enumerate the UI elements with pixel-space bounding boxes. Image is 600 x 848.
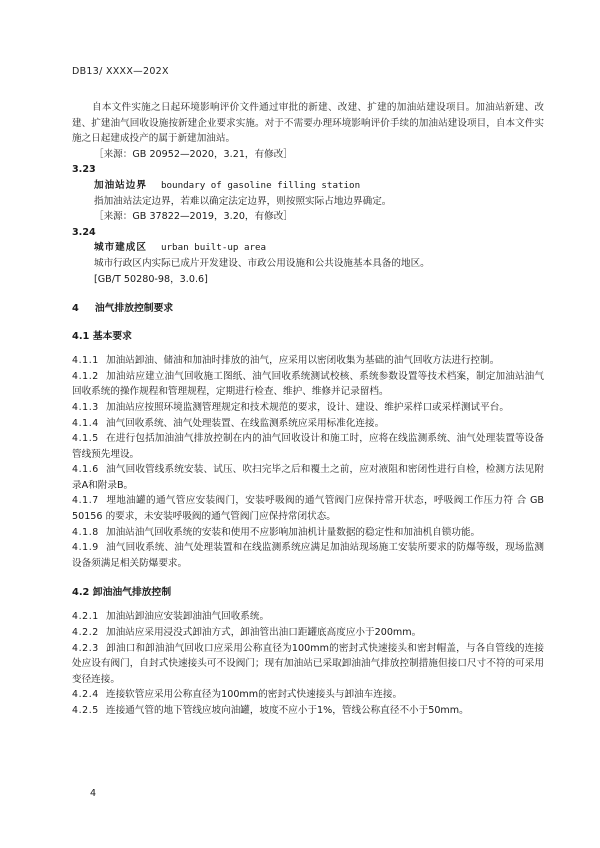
document-code-header: DB13/ XXXX—202X <box>72 66 169 77</box>
section-title: 油气排放控制要求 <box>94 303 174 315</box>
clause-number: 4.1.4 <box>72 417 99 429</box>
clause <box>72 540 544 571</box>
term-heading <box>72 240 544 256</box>
term-source-reference: [GB/T 50280-98，3.0.6] <box>94 273 208 285</box>
term-chinese-name: 加油站边界 <box>94 179 147 191</box>
clause-number: 4.1.8 <box>72 526 99 538</box>
clause-text: 加油站应按照环境监测管理规定和技术规范的要求，设计、建设、维护采样口或采样测试平台。 <box>106 401 509 413</box>
clause-number: 4.1.6 <box>72 464 99 476</box>
clause <box>72 609 544 625</box>
clause-text: 卸油口和卸油油气回收口应采用公称直径为100mm的密封式快速接头和密封帽盖，与各自管线的连接处应设有阀门，自封式快速接头可不设阀门；现有加油站已采取卸油油气排放控制措施但接口尺寸不符的可采用变径连接。 <box>72 642 544 685</box>
section-4-heading <box>72 301 544 317</box>
intro-source-reference: ［来源：GB 20952—2020，3.21，有修改］ <box>94 148 293 160</box>
clause-text: 油气回收管线系统安装、试压、吹扫完毕之后和覆土之前，应对液阻和密闭性进行自检，检测方法见附录A和附录B。 <box>72 464 544 491</box>
clause <box>72 416 544 432</box>
clause <box>72 625 544 641</box>
intro-paragraph: 自本文件实施之日起环境影响评价文件通过审批的新建、改建、扩建的加油站建设项目。加油站新建、改建、扩建油气回收设施按新建企业要求实施。对于不需要办理环境影响评价手续的加油站建设项目，自本文件实施之日起建成投产的属于新建加油站。 <box>72 102 544 145</box>
clause-text: 加油站应建立油气回收施工图纸、油气回收系统测试校核、系统参数设置等技术档案，制定加油站油气回收系统的操作规程和管理规程，定期进行检查、维护、维修并记录留档。 <box>72 370 544 398</box>
term-heading <box>72 178 544 194</box>
clause-text: 加油站卸油、储油和加油时排放的油气，应采用以密闭收集为基础的油气回收方法进行控制。 <box>106 355 500 367</box>
clause <box>72 462 544 493</box>
clause-text: 加油站油气回收系统的安装和使用不应影响加油机计量数据的稳定性和加油机自锁功能。 <box>106 526 481 538</box>
term-number: 3.23 <box>72 164 96 176</box>
section-4-1-clauses <box>72 353 544 571</box>
clause-text: 加油站应采用浸没式卸油方式，卸油管出油口距罐底高度应小于200mm。 <box>106 627 422 639</box>
term-definition: 城市行政区内实际已成片开发建设、市政公用设施和公共设施基本具备的地区。 <box>94 257 430 269</box>
clause-text: 连接通气管的地下管线应坡向油罐，坡度不应小于1%，管线公称直径不小于50mm。 <box>106 705 469 716</box>
term-chinese-name: 城市建成区 <box>94 242 147 254</box>
clause-number: 4.2.4 <box>72 689 99 701</box>
section-4-2-heading: 4.2 卸油油气排放控制 <box>72 587 172 599</box>
clause <box>72 493 544 524</box>
clause-number: 4.1.7 <box>72 495 99 507</box>
clause <box>72 431 544 462</box>
clause-number: 4.1.1 <box>72 355 99 367</box>
clause-text: 埋地油罐的通气管应安装阀门，安装呼吸阀的通气管阀门应保持常开状态，呼吸阀工作压力符 合 GB 50156 的要求，未安装呼吸阀的通气管阀门应保持常闭状态。 <box>72 495 544 523</box>
document-body <box>72 100 544 719</box>
clause <box>72 703 544 719</box>
section-number: 4 <box>72 303 79 315</box>
term-definition: 指加油站法定边界，若难以确定法定边界，则按照实际占地边界确定。 <box>94 195 392 207</box>
clause-text: 在进行包括加油油气排放控制在内的油气回收设计和施工时，应将在线监测系统、油气处理装置等设备管线预先埋设。 <box>72 433 544 460</box>
clause-number: 4.2.5 <box>72 705 99 716</box>
clause-number: 4.2.3 <box>72 642 99 654</box>
clause-number: 4.1.2 <box>72 370 99 382</box>
page-number: 4 <box>90 788 97 799</box>
clause-number: 4.1.3 <box>72 401 99 413</box>
clause <box>72 687 544 703</box>
clause <box>72 369 544 400</box>
term-english-name: urban built-up area <box>160 242 267 254</box>
term-source-reference: ［来源：GB 37822—2019，3.20，有修改］ <box>94 211 293 223</box>
clause <box>72 353 544 369</box>
section-4-1-heading: 4.1 基本要求 <box>72 331 132 343</box>
section-4-2-clauses <box>72 609 544 718</box>
clause-number: 4.1.5 <box>72 433 99 445</box>
clause-text: 连接软管应采用公称直径为100mm的密封式快速接头与卸油车连接。 <box>106 689 403 701</box>
clause-text: 油气回收系统、油气处理装置和在线监测系统应满足加油站现场施工安装所要求的防爆等级，现场监测设备须满足相关防爆要求。 <box>72 542 544 569</box>
clause-text: 油气回收系统、油气处理装置、在线监测系统应采用标准化连接。 <box>106 417 385 429</box>
clause-number: 4.2.1 <box>72 611 99 623</box>
clause <box>72 400 544 416</box>
clause-text: 加油站卸油应安装卸油油气回收系统。 <box>106 611 270 623</box>
term-english-name: boundary of gasoline filling station <box>160 179 361 191</box>
term-number: 3.24 <box>72 226 96 238</box>
clause <box>72 525 544 541</box>
clause-number: 4.2.2 <box>72 627 99 639</box>
clause <box>72 641 544 688</box>
clause-number: 4.1.9 <box>72 542 99 554</box>
